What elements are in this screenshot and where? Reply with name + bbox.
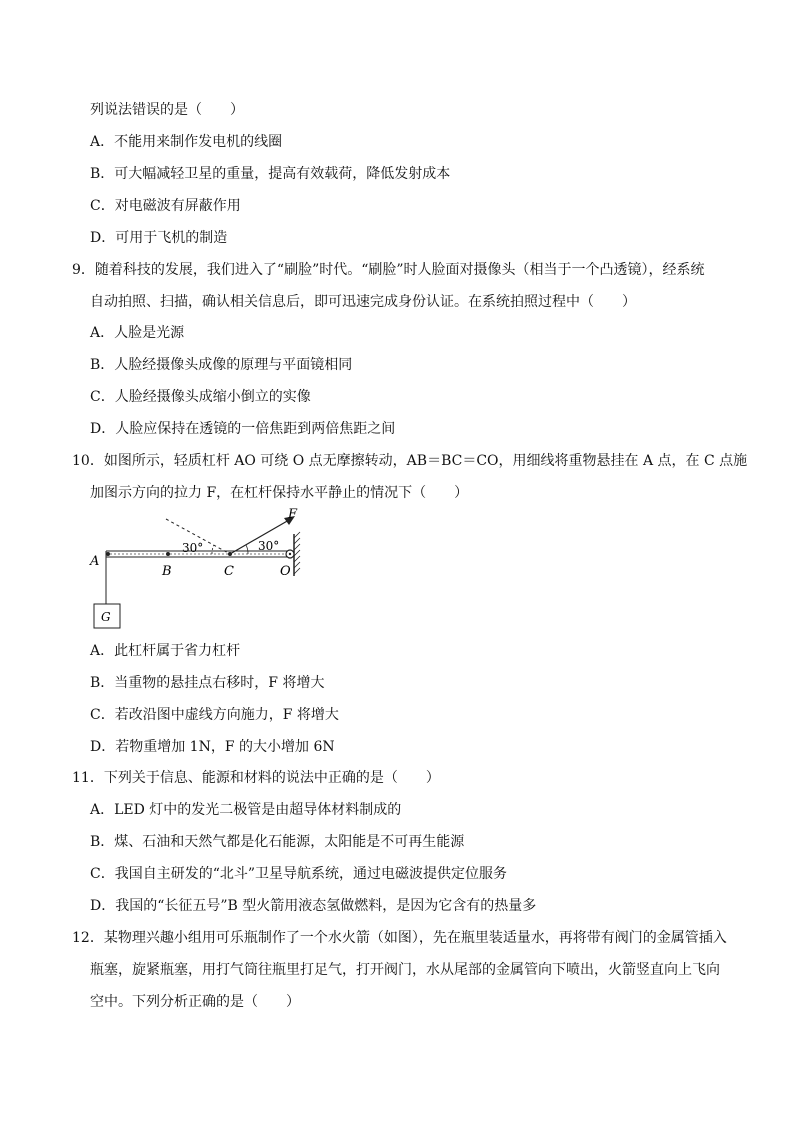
q8-option-c: C．对电磁波有屏蔽作用 [90,198,241,214]
q9-option-c: C．人脸经摄像头成缩小倒立的实像 [90,389,311,405]
angle-arc-left [212,545,214,554]
q10-stem-line-1: 10．如图所示，轻质杠杆 AO 可绕 O 点无摩擦转动，AB＝BC＝CO，用细线将重物悬挂在 A 点，在 C 点施 [72,453,748,469]
q11-stem: 11．下列关于信息、能源和材料的说法中正确的是（ ） [72,770,440,786]
q11-option-d: D．我国的“长征五号”B 型火箭用液态氢做燃料，是因为它含有的热量多 [90,898,537,914]
angle-arc-right [246,545,248,554]
q9-option-b: B．人脸经摄像头成像的原理与平面镜相同 [90,357,353,373]
wall-hatching [294,532,300,574]
q10-option-c: C．若改沿图中虚线方向施力，F 将增大 [90,707,339,723]
q10-stem-line-2: 加图示方向的拉力 F，在杠杆保持水平静止的情况下（ ） [90,485,469,501]
q8-option-b: B．可大幅减轻卫星的重量，提高有效载荷，降低发射成本 [90,166,451,182]
q11-option-a: A．LED 灯中的发光二极管是由超导体材料制成的 [90,802,402,818]
q11-option-b: B．煤、石油和天然气都是化石能源，太阳能是不可再生能源 [90,834,465,850]
q10-option-d: D．若物重增加 1N，F 的大小增加 6N [90,739,335,755]
q11-option-c: C．我国自主研发的“北斗”卫星导航系统，通过电磁波提供定位服务 [90,866,508,882]
angle-label-left: 30° [182,541,204,555]
lever-diagram [82,504,322,634]
q10-option-a: A．此杠杆属于省力杠杆 [90,643,241,659]
q9-option-d: D．人脸应保持在透镜的一倍焦距到两倍焦距之间 [90,421,396,437]
q9-stem-line-2: 自动拍照、扫描，确认相关信息后，即可迅速完成身份认证。在系统拍照过程中（ ） [90,294,636,310]
label-f: F [288,507,298,522]
q9-option-a: A．人脸是光源 [90,325,185,341]
label-c: C [224,564,234,579]
q9-stem-line-1: 9．随着科技的发展，我们进入了“刷脸”时代。“刷脸”时人脸面对摄像头（相当于一个凸透镜），经系统 [72,262,705,278]
q10-option-b: B．当重物的悬挂点右移时，F 将增大 [90,675,325,691]
q12-stem-line-1: 12．某物理兴趣小组用可乐瓶制作了一个水火箭（如图），先在瓶里装适量水，再将带有阀门的金属管插入 [72,930,727,946]
q8-option-a: A．不能用来制作发电机的线圈 [90,134,283,150]
label-a: A [90,554,100,569]
label-b: B [162,564,172,579]
point-a [106,552,110,556]
lever-diagram-svg [82,504,322,634]
pivot-o-center [289,553,291,555]
label-g: G [101,610,111,624]
q8-stem-continuation: 列说法错误的是（ ） [90,102,244,118]
q12-stem-line-3: 空中。下列分析正确的是（ ） [90,994,300,1010]
q8-option-d: D．可用于飞机的制造 [90,230,228,246]
q12-stem-line-2: 瓶塞，旋紧瓶塞，用打气筒往瓶里打足气，打开阀门，水从尾部的金属管向下喷出，火箭竖直向上飞向 [90,962,720,978]
label-o: O [280,564,291,579]
angle-label-right: 30° [258,539,280,553]
point-b [166,552,170,556]
